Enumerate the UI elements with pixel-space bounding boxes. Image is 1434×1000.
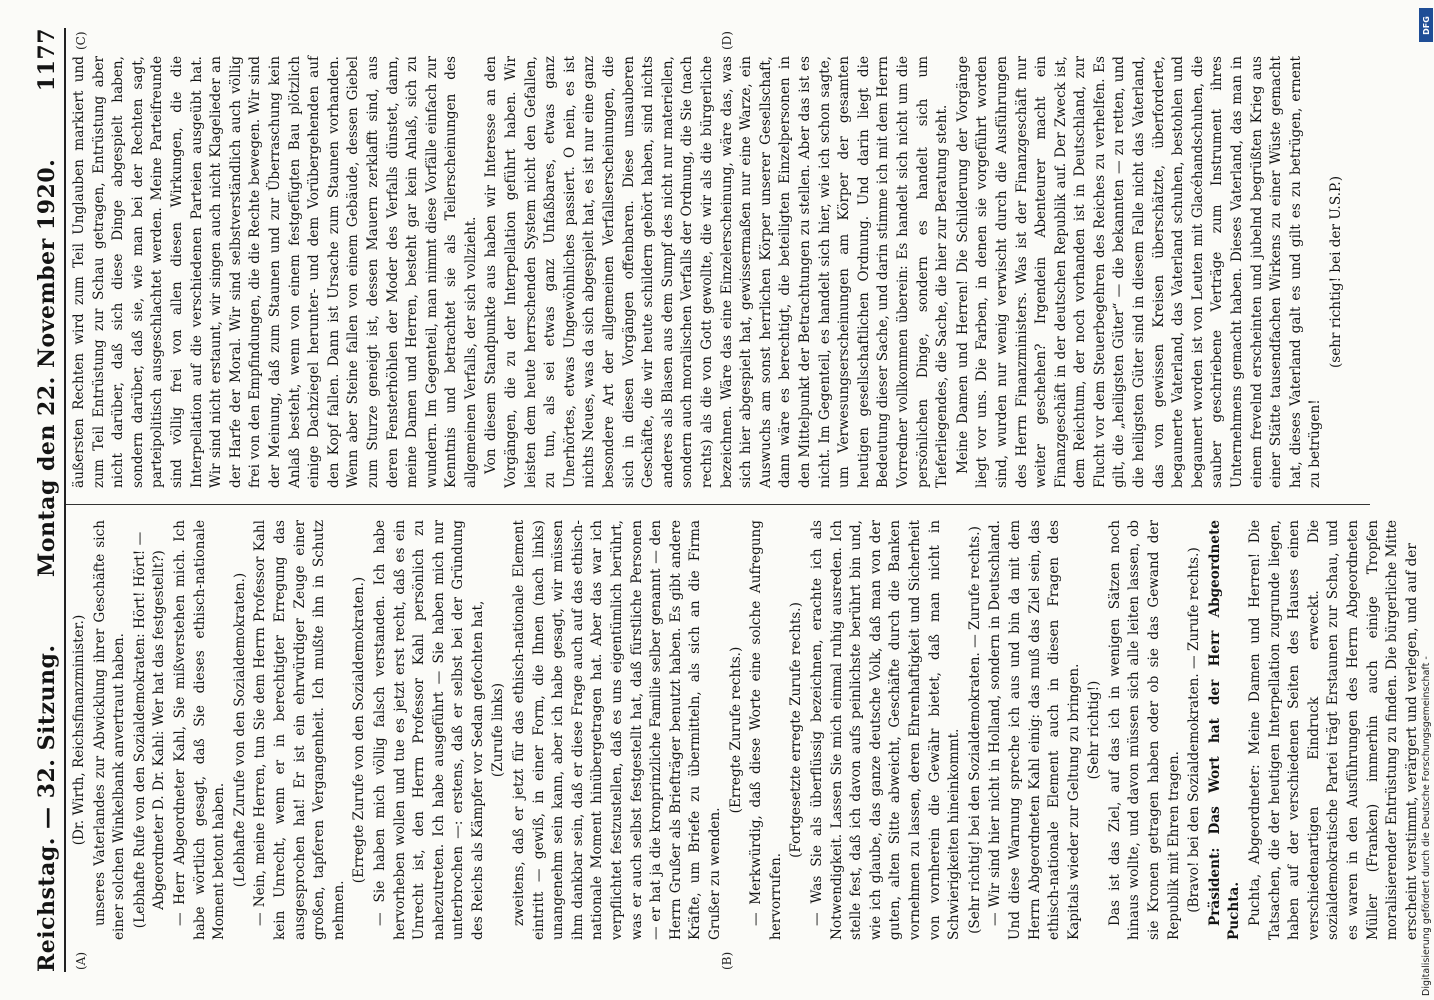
paragraph: (Sehr richtig!) <box>1086 680 1103 780</box>
paragraph: (Sehr richtig! bei den Sozialdemokraten. — Zurufe rechts.) <box>966 526 983 934</box>
paragraph: (Bravo! bei den Sozialdemokraten. — Zurufe rechts.) <box>1186 547 1203 913</box>
column-divider <box>66 504 1370 505</box>
paragraph: äußersten Rechten wird zum Teil Unglauben markiert und zum Teil Entrüstung zur Schau getragen, Entrüstung aber nicht darüber, daß sich diese Dinge abgespielt haben, sondern darüber, daß sie, wie man bei der Rechten sagt, parteipolitisch ausgeschlachtet werden. Meine Parteifreunde sind völlig frei von allen diesen Wirkungen, die die Interpellation auf die verschiedenen Parteien ausgeübt hat. Wir sind nicht erstaunt, wir singen auch nicht Klagelieder an der Harfe der Moral. Wir sind selbstverständlich auch völlig frei von den Empfindungen, die die Rechte bewegen. Wir sind der Meinung, daß zum Staunen und zur Überraschung kein Anlaß besteht, wenn von einem festgefügten Bau plötzlich einige Dachziegel herunter- und dem Vorübergehenden auf den Kopf fallen. Dann ist Ursache zum Staunen vorhanden. Wenn aber Steine fallen von einem Gebäude, dessen Giebel zum Sturze geneigt ist, dessen Mauern zerklafft sind, aus deren Fensterhöhlen der Moder des Verfalls dünstet, dann, meine Damen und Herren, besteht gar kein Anlaß, sich zu wundern. Im Gegenteil, man nimmt diese Vorfälle einfach zur Kenntnis und betrachtet sie als Teilerscheinungen des allgemeinen Verfalls, der sich vollzieht. <box>71 56 479 488</box>
paragraph: Das ist das Ziel, auf das ich in wenigen Sätzen noch hinaus wollte, und davon müssen sich alle leiten lassen, ob sie Kronen getragen haben oder ob sie das Gewand der Republik mit Ehren tragen. <box>1106 520 1182 940</box>
margin-marker-b: (B) <box>720 951 734 970</box>
paragraph: Von diesem Standpunkte aus haben wir Interesse an den Vorgängen, die zu der Interpellation geführt haben. Wir leisten dem heute herrschenden System nicht den Gefallen, zu tun, als sei etwas ganz Unfaßbares, etwas ganz Unerhörtes, etwas Ungewöhnliches passiert. O nein, es ist nichts Neues, was da sich abgespielt hat, es ist nur eine ganz besondere Art der allgemeinen Verfallserscheinungen, die sich in diesen Vorgängen offenbaren. Diese unsauberen Geschäfte, die wir heute schildern gehört haben, sind nichts anderes als Blasen aus dem Sumpf des nicht nur materiellen, sondern auch moralischen Verfalls der Ordnung, die Sie (nach rechts) als die von Gott gewollte, die wir als die bürgerliche bezeichnen. Wäre das eine Einzelerscheinung, wäre das, was sich hier abgespielt hat, gewissermaßen nur eine Warze, ein Auswuchs am sonst herrlichen Körper unserer Gesellschaft, dann wäre es berechtigt, die beteiligten Einzelpersonen in den Mittelpunkt der Betrachtungen zu stellen. Aber das ist es nicht. Im Gegenteil, es handelt sich hier, wie ich schon sagte, um Verwesungserscheinungen am Körper der gesamten heutigen gesellschaftlichen Ordnung. Und darin liegt die Bedeutung dieser Sache, und darin stimme ich mit dem Herrn Vorredner vollkommen überein: Es handelt sich nicht um die persönlichen Dinge, sondern es handelt sich um Tieferliegendes, die Sache, die hier zur Beratung steht. <box>483 56 951 488</box>
page-number: 1177 <box>34 28 60 92</box>
paragraph: (Lebhafte Zurufe von den Sozialdemokraten.) <box>231 572 248 888</box>
paragraph: (Lebhafte Rufe von den Sozialdemokraten: Hört! Hört! — Abgeordneter D. Dr. Kahl: Wer hat das festgestellt?) <box>131 531 168 929</box>
margin-marker-c: (C) <box>74 31 88 50</box>
right-column <box>70 56 1370 488</box>
header-rule <box>64 28 66 972</box>
paragraph: Puchta, Abgeordneter: Meine Damen und Herren! Die Tatsachen, die der heutigen Interpellation zugrunde liegen, haben auf der verschiedenen Seiten des Hauses einen verschiedenartigen Eindruck erweckt. Die sozialdemokratische Partei trägt Erstaunen zur Schau, und es waren in den Ausführungen des Herrn Abgeordneten Müller (Franken) immerhin auch einige Tropfen moralisierender Entrüstung zu finden. Die bürgerliche Mitte erscheint verstimmt, verärgert und verlegen, und auf der <box>1247 520 1420 940</box>
paragraph: — Herr Abgeordneter Kahl, Sie mißverstehen mich. Ich habe wörtlich gesagt, daß Sie dieses ethisch-nationale Moment betont haben. <box>171 520 228 940</box>
paragraph: — Was Sie als überflüssig bezeichnen, erachte ich als Notwendigkeit. Lassen Sie mich einmal ruhig ausreden. Ich stelle fest, daß ich davon aufs peinlichste berührt bin und, wie ich glaube, das ganze deutsche Volk, daß man von der guten, alten Sitte abweicht, Geschäfte durch die Banken vornehmen zu lassen, deren Ehrenhaftigkeit und Sicherheit von vornherein die Gewähr bietet, daß man nicht in Schwierigkeiten hineinkommt. <box>808 520 963 940</box>
paragraph: Meine Damen und Herren! Die Schilderung der Vorgänge liegt vor uns. Die Farben, in denen sie vorgeführt worden sind, wurden nur wenig verwischt durch die Ausführungen des Herrn Finanzministers. Was ist der Finanzgeschäft nur weiter geschehen? Irgendein Abenteurer macht ein Finanzgeschäft in der deutschen Republik auf. Der Zweck ist, dem Reichtum, der noch vorhanden ist in Deutschland, zur Flucht vor dem Steuerbegehren des Reiches zu verhelfen. Es gilt, die „heiligsten Güter“ — die bekannten — zu retten, und die heiligsten Güter sind in diesem Falle nicht das Vaterland, das von gewissen Kreisen überschätzte, überforderte, begaunerte Vaterland, das Vaterland schuhen, bestohlen und begaunert worden ist von Leuten mit Glacéhandschuhen, die sauber geschriebene Verträge zum Instrument ihres Unternehmens gemacht haben. Dieses Vaterland, das man in einem frevelnd erscheinten und jubelnd begrüßten Krieg aus einer Stätte tausendfachen Wirkens zu einer Wüste gemacht hat, dieses Vaterland galt es und gilt es zu betrügen, ernent zu betrügen! <box>954 56 1324 488</box>
page-header <box>18 28 60 972</box>
paragraph: — Sie haben mich völlig falsch verstanden. Ich habe hervorheben wollen und tue es jetzt erst recht, daß es ein Unrecht ist, den Herrn Professor Kahl persönlich zu nahezutreten. Ich habe ausgeführt — Sie haben mich nur unterbrochen —: erstens, daß er selbst bei der Gründung des Reichs als Kämpfer vor Sedan gefochten hat, <box>371 520 486 940</box>
paragraph: (Erregte Zurufe von den Sozialdemokraten.) <box>351 576 368 884</box>
paragraph: — Merkwürdig, daß diese Worte eine solche Aufregung hervorrufen. <box>748 520 784 940</box>
left-column <box>70 520 1420 940</box>
paragraph: — Wir sind hier nicht in Holland, sondern in Deutschland. Und diese Warnung spreche ich aus und bin da mit dem Herrn Abgeordneten Kahl einig: das muß das Ziel sein, das ethisch-nationale Element auch in diesen Fragen des Kapitals wieder zur Geltung zu bringen. <box>987 520 1082 940</box>
digitization-note: Digitalisierung gefördert durch die Deutsche Forschungsgemeinschaft - <box>1421 656 1432 996</box>
header-left: Reichstag. — 32. Sitzung. <box>34 644 60 972</box>
paragraph: (Zurufe links) <box>490 682 507 778</box>
paragraph: zweitens, daß er jetzt für das ethisch-nationale Element eintritt — gewiß, in einer Form, die Ihnen (nach links) unangenehm sein kann, aber ich habe gesagt, wir müssen ihm dankbar sein, daß er diese Frage auch auf das ethisch-nationale Moment hinübergetragen hat. Aber das war ich verpflichtet festzustellen, daß es uns eigentümlich berührt, was er auch selbst festgestellt hat, daß fürstliche Personen — er hat ja die kronprinzliche Familie selber genannt — den Herrn Grußer als Briefträger benutzt haben. Es gibt andere Kräfte, um Briefe zu übermitteln, als sich an die Firma Grußer zu wenden. <box>511 520 723 940</box>
paragraph: unseres Vaterlandes zur Abwicklung ihrer Geschäfte sich einer solchen Winkelbank anvertraut haben. <box>91 520 128 940</box>
paragraph: (Dr. Wirth, Reichsfinanzminister.) <box>71 614 87 846</box>
paragraph: (sehr richtig! bei der U.S.P.) <box>1328 175 1344 369</box>
paragraph: (Erregte Zurufe rechts.) <box>727 646 744 814</box>
paragraph: (Fortgesetzte erregte Zurufe rechts.) <box>788 602 805 858</box>
margin-marker-a: (A) <box>74 951 88 970</box>
header-date: Montag den 22. November 1920. <box>34 158 60 577</box>
paragraph: — Nein, meine Herren, tun Sie dem Herrn Professor Kahl kein Unrecht, wenn er in berechtigter Erregung das ausgesprochen hat! Er ist ein ehrwürdiger Zeuge einer großen, tapferen Vergangenheit. Ich mußte ihn in Schutz nehmen. <box>252 520 347 940</box>
paragraph: Präsident: Das Wort hat der Herr Abgeordnete Puchta. <box>1206 520 1243 940</box>
dfg-logo: DFG <box>1419 8 1433 42</box>
margin-marker-d: (D) <box>720 31 734 50</box>
